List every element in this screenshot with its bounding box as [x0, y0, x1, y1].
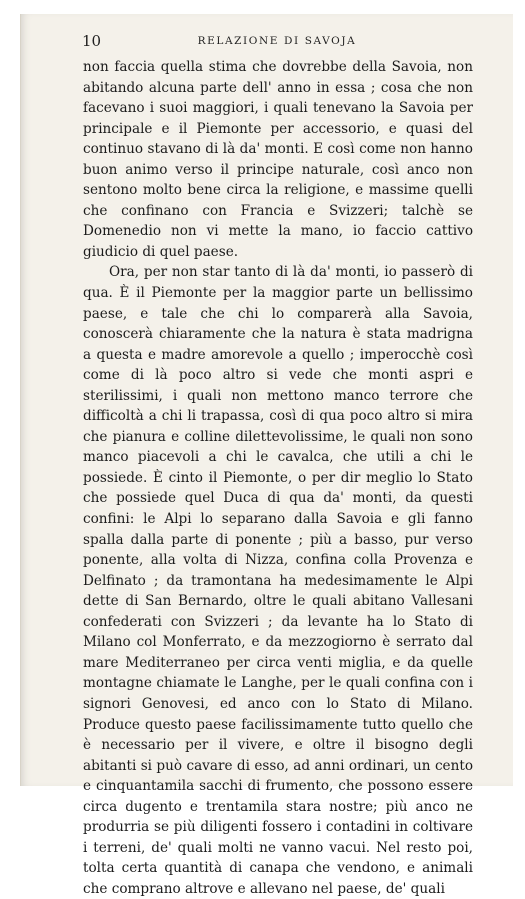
page-number: 10 — [82, 32, 102, 50]
body-text — [83, 57, 473, 899]
paragraph-continued: non faccia quella stima che dovrebbe della Savoia, non abitando alcuna parte dell' anno in essa ; cosa che non facevano i suoi maggiori, i quali tenevano la Savoia per principale e il Piemonte per accessorio, e quasi del continuo stavano di là da' monti. E così come non hanno buon animo verso il principe naturale, così anco non sentono molto bene circa la religione, e massime quelli che confinano con Francia e Svizzeri; talchè se Domenedio non vi mette la mano, io faccio cattivo giudicio di quel paese. — [83, 59, 473, 260]
paragraph-piemonte: Ora, per non star tanto di là da' monti, io passerò di qua. È il Piemonte per la maggior parte un bellissimo paese, e tale che chi lo comparerà alla Savoia, conoscerà chiaramente che la natura è stata madrigna a questa e madre amorevole a quello ; imperocchè così come di là poco altro si vede che monti aspri e sterilissimi, i quali non mettono manco terrore che difficoltà a chi li trapassa, così di qua poco altro si mira che pianura e colline dilettevolissime, le quali non sono manco piacevoli a chi le cavalca, che utili a chi le possiede. È cinto il Piemonte, o per dir meglio lo Stato che possiede quel Duca di qua da' monti, da questi confini: le Alpi lo separano dalla Savoia e gli fanno spalla dalla parte di ponente ; più a basso, pur verso ponente, alla volta di Nizza, confina colla Provenza e Delfinato ; da tramontana ha medesimamente le Alpi dette di San Bernardo, oltre le quali abitano Vallesani confederati con Svizzeri ; da levante ha lo Stato di Milano col Monferrato, e da mezzogiorno è serrato dal mare Mediterraneo per circa venti miglia, e da quelle montagne chiamate le Langhe, per le quali confina con i signori Genovesi, ed anco con lo Stato di Milano. Produce questo paese facilissimamente tutto quello che è necessario per il vivere, e oltre il bisogno degli abitanti si può cavare di esso, ad anni ordinari, un cento e cinquantamila sacchi di frumento, che possono essere circa dugento e trentamila stara nostre; più anco ne produrria se più diligenti fossero i contadini in coltivare i terreni, de' quali molti ne vanno vacui. Nel resto poi, tolta certa quantità di canapa che vendono, e animali che comprano altrove e allevano nel paese, de' quali — [83, 264, 473, 897]
page-header — [82, 30, 472, 52]
running-head: RELAZIONE DI SAVOJA — [197, 35, 357, 47]
